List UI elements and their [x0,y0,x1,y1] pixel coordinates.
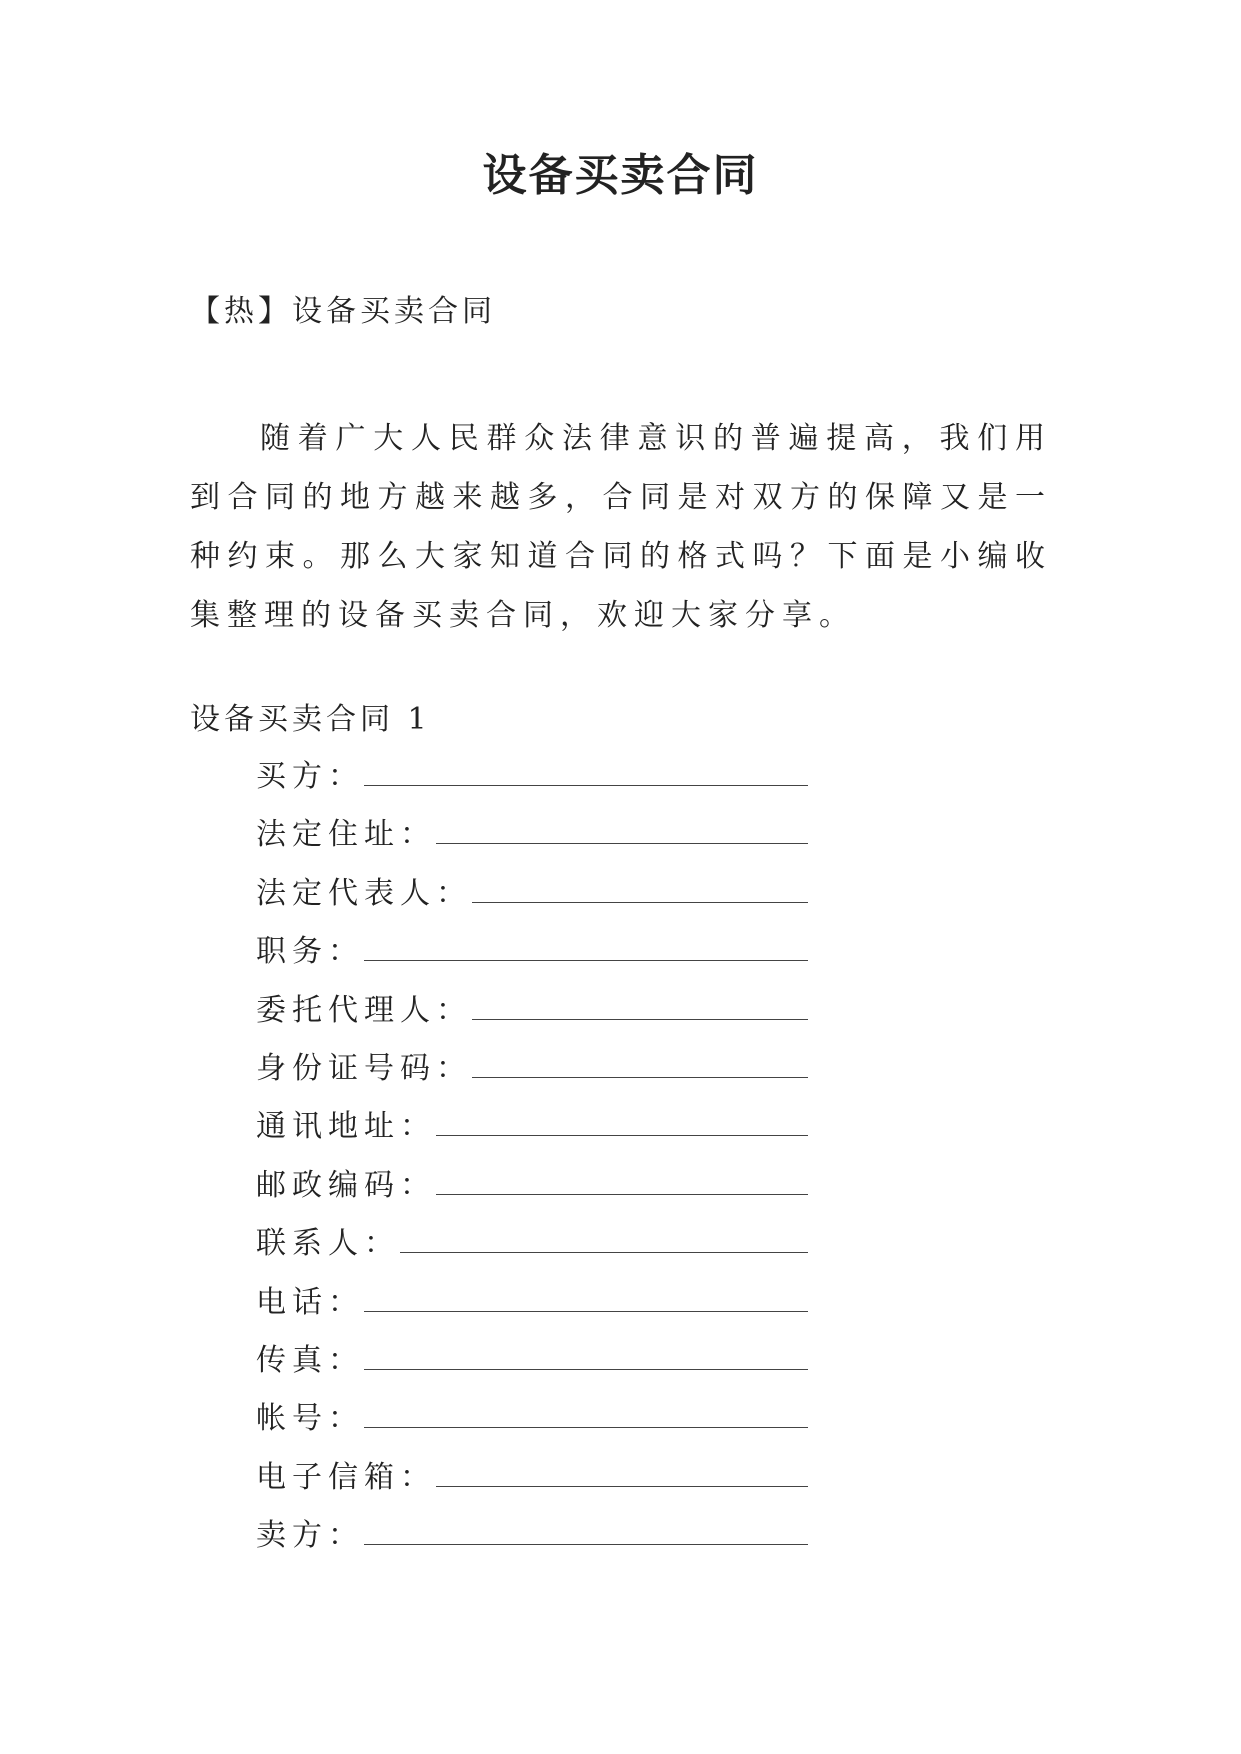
field-position [256,930,808,988]
field-phone [256,1281,808,1339]
document-title: 设备买卖合同 [482,150,759,201]
blank-line [436,813,808,844]
document-subtitle: 【热】设备买卖合同 [190,294,496,329]
blank-line [364,1339,808,1370]
field-contact-person [256,1222,808,1280]
field-account [256,1397,808,1455]
blank-line [364,1514,808,1545]
blank-line [364,755,808,786]
blank-line [436,1456,808,1487]
field-email [256,1456,808,1514]
field-fax [256,1339,808,1397]
field-label: 传真： [256,1342,364,1378]
field-legal-address [256,813,808,871]
field-id-number [256,1047,808,1105]
section-heading: 设备买卖合同 1 [190,702,431,737]
field-label: 卖方： [256,1518,364,1554]
blank-line [400,1222,808,1253]
contract-party-fields [256,755,808,1572]
field-seller [256,1514,808,1572]
field-buyer [256,755,808,813]
field-legal-representative [256,872,808,930]
field-label: 帐号： [256,1401,364,1437]
blank-line [436,1105,808,1136]
blank-line [364,1397,808,1428]
field-label: 身份证号码： [256,1050,472,1086]
field-label: 委托代理人： [256,992,472,1028]
field-mailing-address [256,1105,808,1163]
blank-line [472,989,808,1020]
intro-paragraph: 随着广大人民群众法律意识的普遍提高，我们用到合同的地方越来越多，合同是对双方的保障又是一种约束。那么大家知道合同的格式吗？下面是小编收集整理的设备买卖合同，欢迎大家分享。 [190,421,1052,633]
field-label: 法定代表人： [256,875,472,911]
field-label: 法定住址： [256,817,436,853]
field-label: 职务： [256,934,364,970]
blank-line [364,1281,808,1312]
blank-line [472,872,808,903]
field-agent [256,989,808,1047]
field-postal-code [256,1164,808,1222]
field-label: 电话： [256,1284,364,1320]
field-label: 通讯地址： [256,1109,436,1145]
blank-line [436,1164,808,1195]
field-label: 买方： [256,759,364,794]
blank-line [472,1047,808,1078]
field-label: 电子信箱： [256,1459,436,1495]
field-label: 邮政编码： [256,1167,436,1203]
field-label: 联系人： [256,1226,400,1262]
blank-line [364,930,808,961]
